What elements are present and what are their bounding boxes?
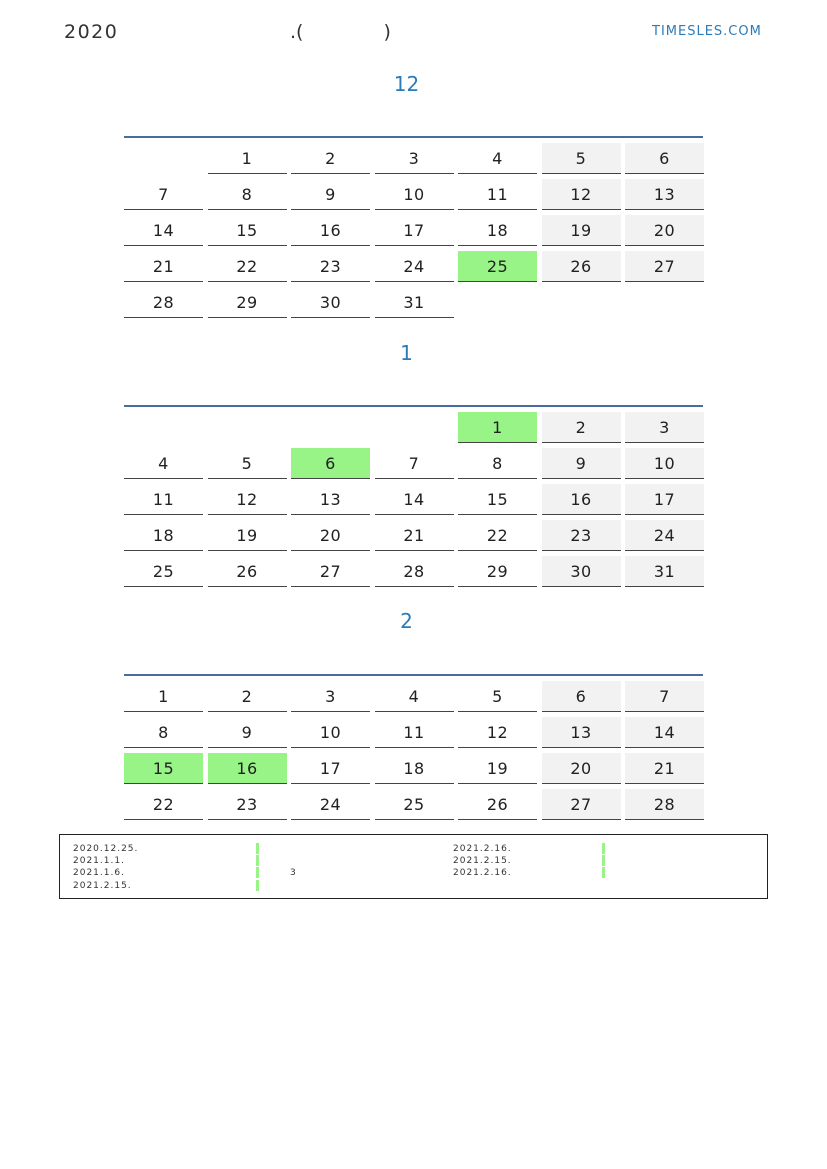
calendar-day: 25 [375, 789, 454, 820]
calendar-day: 30 [291, 287, 370, 318]
calendar-day: 30 [542, 556, 621, 587]
highlight-marker [602, 867, 605, 878]
calendar-top-rule [124, 405, 703, 407]
calendar-day: 18 [124, 520, 203, 551]
calendar-day: 2 [208, 681, 287, 712]
calendar-day: 20 [291, 520, 370, 551]
note-right: 2021.2.16. [453, 868, 512, 878]
calendar-day: 13 [625, 179, 704, 210]
calendar-day: 9 [208, 717, 287, 748]
calendar-day: 16 [291, 215, 370, 246]
calendar-day: 8 [124, 717, 203, 748]
calendar-day: 10 [375, 179, 454, 210]
calendar-day: 2 [542, 412, 621, 443]
highlight-marker [256, 867, 259, 878]
calendar-top-rule [124, 674, 703, 676]
calendar-day: 21 [625, 753, 704, 784]
month-title: 12 [393, 72, 420, 96]
calendar-day: 18 [375, 753, 454, 784]
calendar-day: 14 [625, 717, 704, 748]
calendar-day: 25 [124, 556, 203, 587]
calendar-day: 22 [208, 251, 287, 282]
note-left: 2021.2.15. [73, 881, 132, 891]
calendar-top-rule [124, 136, 703, 138]
calendar-day: 10 [625, 448, 704, 479]
calendar-day: 1 [458, 412, 537, 443]
calendar-day: 4 [458, 143, 537, 174]
calendar-day: 7 [625, 681, 704, 712]
calendar-day: 11 [375, 717, 454, 748]
calendar-day: 12 [458, 717, 537, 748]
calendar-day: 19 [208, 520, 287, 551]
calendar-day: 25 [458, 251, 537, 282]
calendar-day: 12 [542, 179, 621, 210]
calendar-day: 16 [208, 753, 287, 784]
calendar-day: 10 [291, 717, 370, 748]
note-left: 2020.12.25. [73, 844, 139, 854]
note-count: 3 [290, 868, 297, 878]
calendar-day: 28 [625, 789, 704, 820]
calendar-day: 22 [124, 789, 203, 820]
calendar-day: 24 [375, 251, 454, 282]
calendar-day: 29 [208, 287, 287, 318]
calendar-day: 4 [124, 448, 203, 479]
calendar-day: 1 [208, 143, 287, 174]
calendar-day: 11 [458, 179, 537, 210]
calendar-day: 5 [542, 143, 621, 174]
calendar-day: 19 [542, 215, 621, 246]
calendar-day: 23 [542, 520, 621, 551]
calendar-day: 9 [542, 448, 621, 479]
header-title-open: .( [290, 21, 304, 43]
calendar-day: 23 [208, 789, 287, 820]
calendar-day: 3 [375, 143, 454, 174]
month-title: 2 [400, 609, 413, 633]
calendar-day: 17 [291, 753, 370, 784]
calendar-day: 16 [542, 484, 621, 515]
calendar-day: 17 [625, 484, 704, 515]
header-title-close: ) [383, 21, 391, 43]
highlight-marker [256, 843, 259, 854]
calendar-day: 13 [291, 484, 370, 515]
highlight-marker [256, 855, 259, 866]
calendar-day: 8 [458, 448, 537, 479]
calendar-day: 9 [291, 179, 370, 210]
calendar-day: 27 [291, 556, 370, 587]
calendar-day: 18 [458, 215, 537, 246]
note-left: 2021.1.1. [73, 856, 125, 866]
calendar-day: 28 [124, 287, 203, 318]
calendar-day: 24 [625, 520, 704, 551]
calendar-day: 2 [291, 143, 370, 174]
calendar-day: 7 [375, 448, 454, 479]
calendar-day: 20 [625, 215, 704, 246]
calendar-day: 15 [458, 484, 537, 515]
calendar-day: 12 [208, 484, 287, 515]
calendar-day: 15 [208, 215, 287, 246]
calendar-day: 26 [208, 556, 287, 587]
calendar-day: 31 [625, 556, 704, 587]
calendar-day: 26 [542, 251, 621, 282]
calendar-day: 6 [625, 143, 704, 174]
highlight-marker [602, 855, 605, 866]
calendar-day: 3 [291, 681, 370, 712]
highlight-marker [256, 880, 259, 891]
notes-box [59, 834, 768, 899]
note-left: 2021.1.6. [73, 868, 125, 878]
calendar-day: 31 [375, 287, 454, 318]
calendar-day: 7 [124, 179, 203, 210]
calendar-day: 23 [291, 251, 370, 282]
calendar-day: 24 [291, 789, 370, 820]
calendar-day: 21 [375, 520, 454, 551]
calendar-day: 22 [458, 520, 537, 551]
calendar-day: 3 [625, 412, 704, 443]
calendar-day: 19 [458, 753, 537, 784]
calendar-day: 20 [542, 753, 621, 784]
calendar-day: 5 [458, 681, 537, 712]
note-right: 2021.2.16. [453, 844, 512, 854]
calendar-day: 17 [375, 215, 454, 246]
calendar-day: 15 [124, 753, 203, 784]
calendar-day: 6 [542, 681, 621, 712]
highlight-marker [602, 843, 605, 854]
calendar-day: 14 [375, 484, 454, 515]
calendar-day: 26 [458, 789, 537, 820]
header-title [290, 21, 391, 43]
calendar-day: 27 [625, 251, 704, 282]
note-right: 2021.2.15. [453, 856, 512, 866]
calendar-day: 1 [124, 681, 203, 712]
calendar-day: 29 [458, 556, 537, 587]
calendar-day: 21 [124, 251, 203, 282]
calendar-day: 27 [542, 789, 621, 820]
calendar-day: 6 [291, 448, 370, 479]
header-year: 2020 [64, 21, 119, 43]
calendar-day: 4 [375, 681, 454, 712]
calendar-day: 28 [375, 556, 454, 587]
calendar-day: 13 [542, 717, 621, 748]
calendar-day: 14 [124, 215, 203, 246]
site-link[interactable]: TIMESLES.COM [652, 24, 762, 39]
calendar-day: 8 [208, 179, 287, 210]
month-title: 1 [400, 341, 413, 365]
calendar-day: 5 [208, 448, 287, 479]
calendar-day: 11 [124, 484, 203, 515]
